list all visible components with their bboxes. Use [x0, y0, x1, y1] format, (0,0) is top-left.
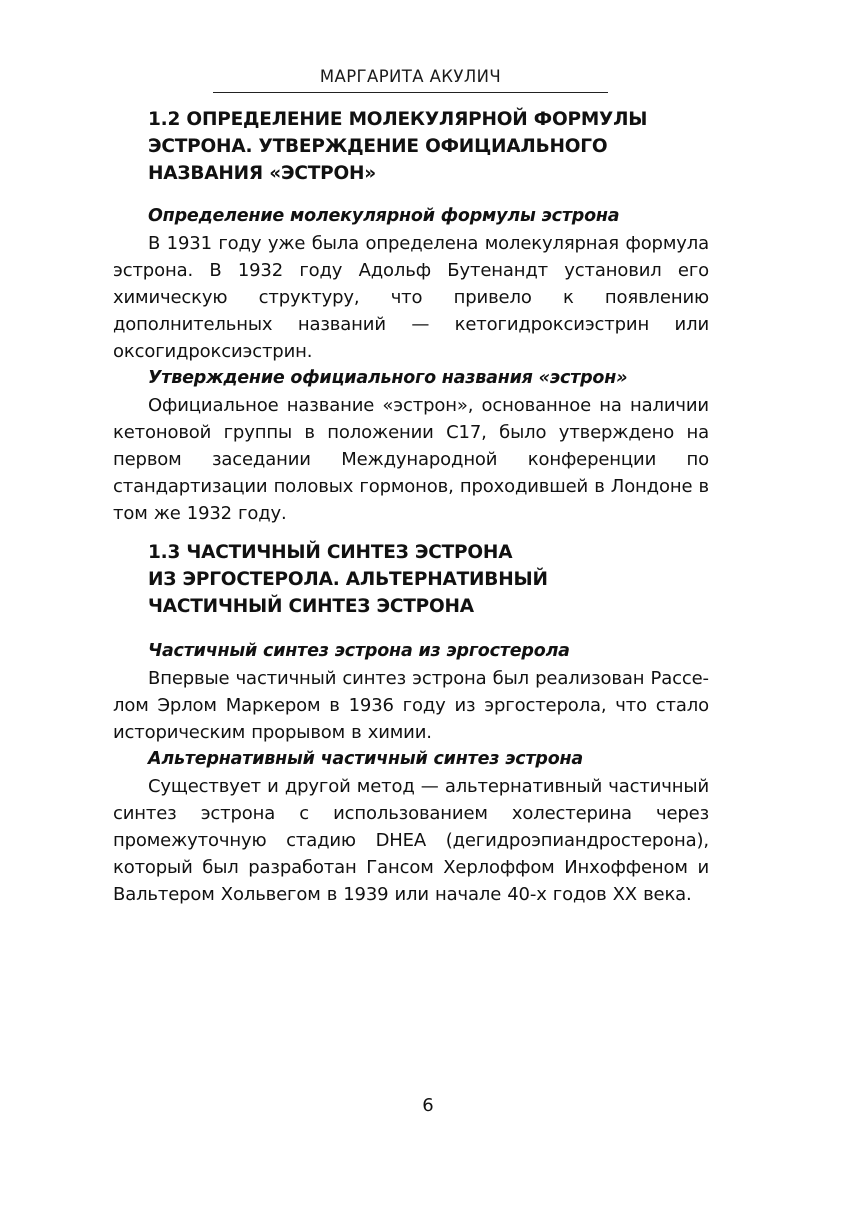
- section-1-2-title-line-3: НАЗВАНИЯ «ЭСТРОН»: [148, 163, 377, 184]
- section-1-2-title-line-2: ЭСТРОНА. УТВЕРЖДЕНИЕ ОФИЦИАЛЬНОГО: [148, 136, 608, 157]
- subsection-molecular-formula-title: Определение молекулярной формулы эстрона: [148, 206, 620, 226]
- subsection-molecular-formula-paragraph: В 1931 году уже была определена молекулярная формула эстрона. В 1932 году Адольф Бутенандт установил его химическую структуру, что привело к появлению дополнительных названий — кетогидроксиэстрин или оксогидроксиэстрин.: [113, 233, 709, 362]
- page-number: 6: [422, 1095, 434, 1116]
- header-rule: [213, 92, 608, 93]
- section-1-3: [113, 539, 709, 620]
- subsection-alternative-synthesis-paragraph: Существует и другой метод — альтернативный частичный синтез эстрона с использованием холестерина через промежуточную стадию DHEA (дегидроэпиандростерона), который был разработан Гансом Херлоффом Инхоффеном и Вальтером Хольвегом в 1939 или начале 40-х годов XX века.: [113, 776, 709, 905]
- section-1-2: [113, 106, 709, 187]
- running-head-author: МАРГАРИТА АКУЛИЧ: [319, 67, 502, 86]
- section-1-3-title-line-3: ЧАСТИЧНЫЙ СИНТЕЗ ЭСТРОНА: [148, 596, 474, 617]
- section-1-3-title-line-1: 1.3 ЧАСТИЧНЫЙ СИНТЕЗ ЭСТРОНА: [148, 542, 513, 563]
- section-1-2-title: [113, 106, 709, 187]
- subsection-official-name-paragraph: Официальное название «эстрон», основанное на наличии кетоновой группы в положении С17, было утверждено на первом заседании Международной конференции по стандартизации половых гормонов, проходившей в Лондоне в том же 1932 году.: [113, 395, 709, 524]
- subsection-official-name-title: Утверждение официального названия «эстрон»: [148, 368, 628, 388]
- section-1-3-title-line-2: ИЗ ЭРГОСТЕРОЛА. АЛЬТЕРНАТИВНЫЙ: [148, 569, 548, 590]
- section-1-2-body: [113, 203, 709, 527]
- section-1-3-title: [113, 539, 709, 620]
- section-1-2-title-line-1: 1.2 ОПРЕДЕЛЕНИЕ МОЛЕКУЛЯРНОЙ ФОРМУЛЫ: [148, 109, 648, 130]
- section-1-3-body: [113, 638, 709, 908]
- subsection-ergosterol-synthesis-paragraph: Впервые частичный синтез эстрона был реализован Расселом Эрлом Маркером в 1936 году из эргостерола, что стало историческим прорывом в химии.: [113, 668, 709, 743]
- subsection-ergosterol-synthesis-title: Частичный синтез эстрона из эргостерола: [148, 641, 570, 661]
- subsection-alternative-synthesis-title: Альтернативный частичный синтез эстрона: [148, 749, 584, 769]
